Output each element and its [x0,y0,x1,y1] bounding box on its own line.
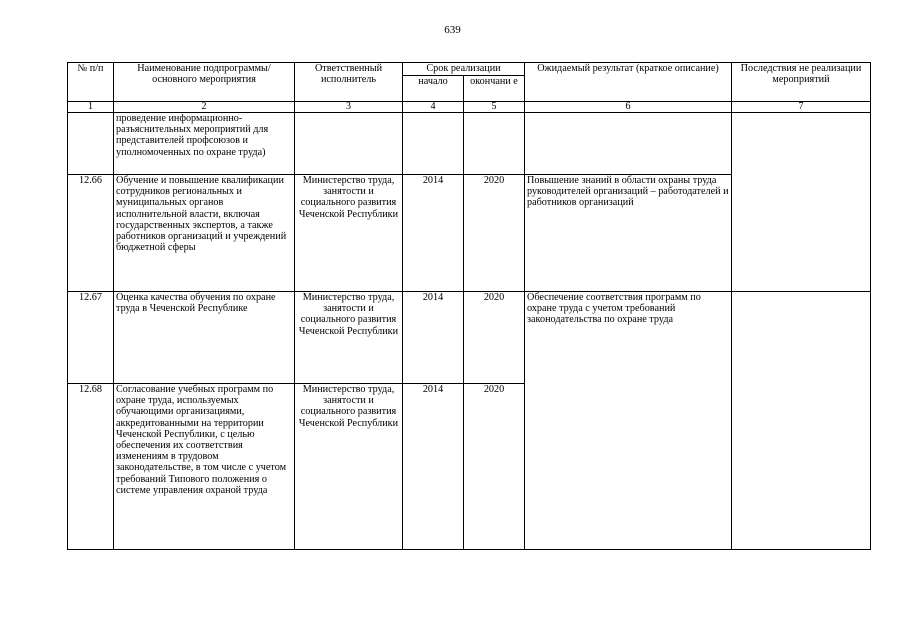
row-start: 2014 [403,292,464,384]
header-number-cell: 6 [525,102,732,113]
header-number-cell: 2 [114,102,295,113]
row-consequences [732,292,871,550]
row-end: 2020 [464,292,525,384]
row-name: Оценка качества обучения по охране труда в Чеченской Республике [114,292,295,384]
row-num: 12.68 [68,384,114,550]
row-consequences [732,113,871,292]
header-consequences: Последствия не реализации мероприятий [732,63,871,102]
row-end: 2020 [464,384,525,550]
row-result: Обеспечение соответствия программ по охране труда с учетом требований законодательства по охране труда [525,292,732,550]
row-name: Согласование учебных программ по охране труда, используемых обучающими организациями, аккредитованными на территории Чеченской Республики, с целью обеспечения их соответствия изменениям в трудовом законодательстве, в том числе с учетом требований Типового положения о системе управления охраной труда [114,384,295,550]
row-num [68,113,114,175]
header-number-cell: 3 [295,102,403,113]
row-start [403,113,464,175]
table-row [68,292,871,384]
row-responsible: Министерство труда, занятости и социального развития Чеченской Республики [295,175,403,292]
header-end: окончани е [464,76,525,102]
header-period: Срок реализации [403,63,525,76]
header-number-cell: 5 [464,102,525,113]
header-responsible: Ответственный исполнитель [295,63,403,102]
row-num: 12.67 [68,292,114,384]
row-name: проведение информационно-разъяснительных мероприятий для представителей профсоюзов и уполномоченных по охране труда) [114,113,295,175]
row-start: 2014 [403,384,464,550]
row-responsible: Министерство труда, занятости и социального развития Чеченской Республики [295,384,403,550]
row-start: 2014 [403,175,464,292]
header-number-cell: 1 [68,102,114,113]
row-result [525,113,732,175]
row-end: 2020 [464,175,525,292]
row-end [464,113,525,175]
table-header [68,63,871,113]
program-activities-table [67,62,871,550]
row-responsible: Министерство труда, занятости и социального развития Чеченской Республики [295,292,403,384]
header-number-cell: 4 [403,102,464,113]
header-result: Ожидаемый результат (краткое описание) [525,63,732,102]
header-start: начало [403,76,464,102]
row-responsible [295,113,403,175]
row-name: Обучение и повышение квалификации сотрудников региональных и муниципальных органов исполнительной власти, включая государственных экспертов, а также работников организаций и учреждений бюджетной сферы [114,175,295,292]
header-number-cell: 7 [732,102,871,113]
header-name: Наименование подпрограммы/ основного мероприятия [114,63,295,102]
row-result: Повышение знаний в области охраны труда руководителей организаций – работодателей и работников организаций [525,175,732,292]
row-num: 12.66 [68,175,114,292]
page-number: 639 [444,24,461,36]
table-row [68,113,871,175]
header-num: № п/п [68,63,114,102]
